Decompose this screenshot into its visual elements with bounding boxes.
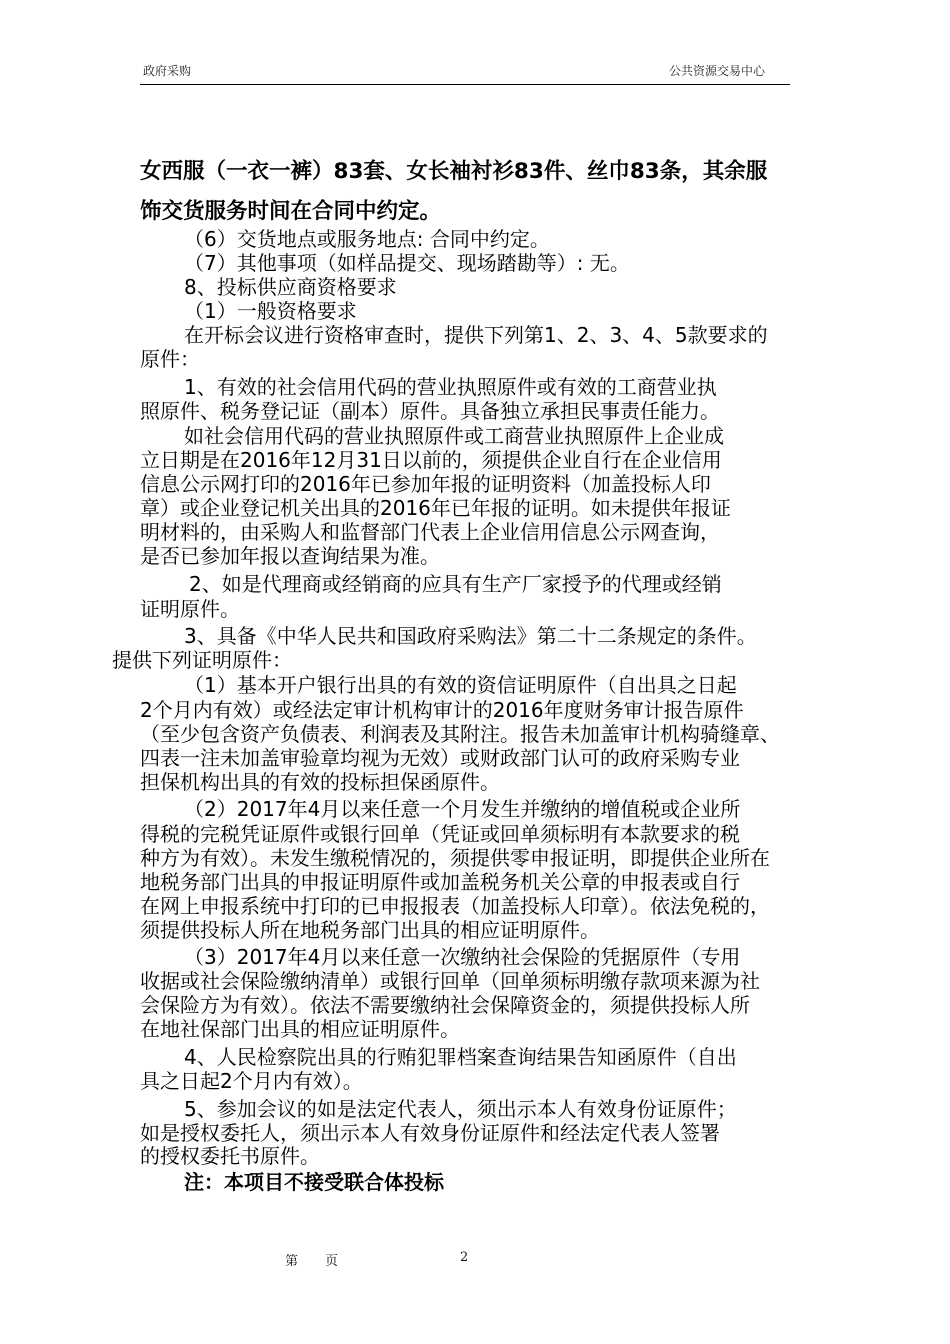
body-line: 在地社保部门出具的相应证明原件。 [140,1017,460,1041]
body-line: 须提供投标人所在地税务部门出具的相应证明原件。 [140,918,600,942]
body-line: （至少包含资产负债表、利润表及其附注。报告未加盖审计机构骑缝章、 [140,722,780,746]
body-line: 具之日起2个月内有效）。 [140,1069,363,1093]
header-divider [140,84,790,85]
body-line: 原件： [140,347,200,371]
body-line: 2、如是代理商或经销商的应具有生产厂家授予的代理或经销 [189,572,722,596]
body-line: （1）一般资格要求 [184,299,357,323]
body-line: 章）或企业登记机关出具的2016年已年报的证明。如未提供年报证 [140,496,731,520]
body-line: 女西服（一衣一裤）83套、女长袖衬衫83件、丝巾83条，其余服 [140,159,768,184]
body-line: 8、投标供应商资格要求 [184,275,397,299]
body-line: 4、人民检察院出具的行贿犯罪档案查询结果告知函原件（自出 [184,1045,737,1069]
footer-ye: 页 [325,1254,339,1269]
body-line: 照原件、税务登记证（副本）原件。具备独立承担民事责任能力。 [140,399,720,423]
body-line: 1、有效的社会信用代码的营业执照原件或有效的工商营业执 [184,375,717,399]
body-line: 收据或社会保险缴纳清单）或银行回单（回单须标明缴存款项来源为社 [140,969,760,993]
body-line: 的授权委托书原件。 [140,1144,320,1168]
body-line: 2个月内有效）或经法定审计机构审计的2016年度财务审计报告原件 [140,698,744,722]
body-line: 种方为有效）。未发生缴税情况的，须提供零申报证明，即提供企业所在 [140,846,770,870]
body-line: 如是授权委托人，须出示本人有效身份证原件和经法定代表人签署 [140,1121,720,1145]
body-line: 地税务部门出具的申报证明原件或加盖税务机关公章的申报表或自行 [140,870,740,894]
body-line: （6）交货地点或服务地点: 合同中约定。 [184,227,550,251]
body-line: 是否已参加年报以查询结果为准。 [140,544,440,568]
body-line: （1）基本开户银行出具的有效的资信证明原件（自出具之日起 [184,673,737,697]
body-line: 明材料的，由采购人和监督部门代表上企业信用信息公示网查询， [140,520,720,544]
body-line: 在开标会议进行资格审查时，提供下列第1、2、3、4、5款要求的 [184,323,768,347]
body-line: 如社会信用代码的营业执照原件或工商营业执照原件上企业成 [184,424,724,448]
body-line: 会保险方为有效）。依法不需要缴纳社会保障资金的，须提供投标人所 [140,993,750,1017]
body-line: 得税的完税凭证原件或银行回单（凭证或回单须标明有本款要求的税 [140,822,740,846]
body-line: 信息公示网打印的2016年已参加年报的证明资料（加盖投标人印 [140,472,711,496]
body-line: 立日期是在2016年12月31日以前的，须提供企业自行在企业信用 [140,448,722,472]
header-left: 政府采购 [143,64,192,78]
body-line: 5、参加会议的如是法定代表人，须出示本人有效身份证原件； [184,1097,737,1121]
body-line: 证明原件。 [140,597,240,621]
body-line: 饰交货服务时间在合同中约定。 [140,199,442,224]
body-line: 四表一注未加盖审验章均视为无效）或财政部门认可的政府采购专业 [140,746,740,770]
body-line: 担保机构出具的有效的投标担保函原件。 [140,770,500,794]
body-line: （2）2017年4月以来任意一个月发生并缴纳的增值税或企业所 [184,797,741,821]
body-line: （7）其他事项（如样品提交、现场踏勘等）: 无。 [184,251,630,275]
footer-di: 第 [285,1254,299,1269]
header-right: 公共资源交易中心 [668,64,765,78]
body-line: 提供下列证明原件： [112,648,292,672]
page-number: 2 [460,1250,469,1265]
body-line: （3）2017年4月以来任意一次缴纳社会保险的凭据原件（专用 [184,945,741,969]
note-line: 注：本项目不接受联合体投标 [184,1170,444,1194]
body-line: 3、具备《中华人民共和国政府采购法》第二十二条规定的条件。 [184,624,757,648]
body-line: 在网上申报系统中打印的已申报报表（加盖投标人印章）。依法免税的， [140,894,770,918]
